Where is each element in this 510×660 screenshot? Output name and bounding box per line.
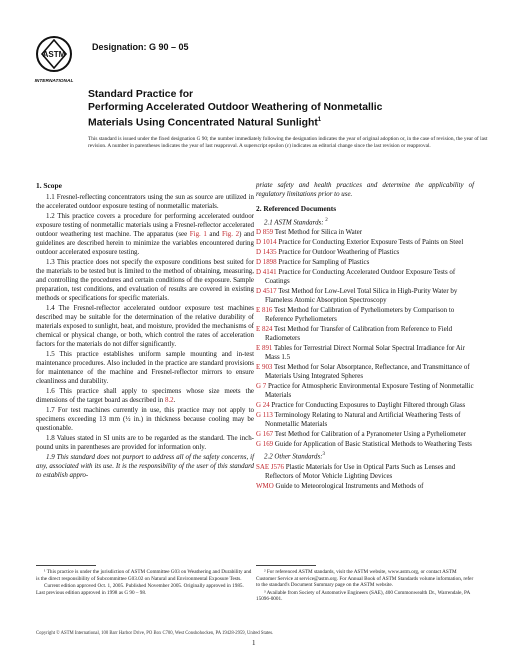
footnote-1-history: Current edition approved Oct. 1, 2005. Published November 2005. Originally approved in 1985. Last previous edition approved in 1998 as G 90 – 98. <box>36 583 244 596</box>
reference-title: Guide to Meteorological Instruments and Methods of <box>275 481 424 490</box>
reference-code-link[interactable]: E 891 <box>256 344 273 353</box>
footnotes-left <box>36 569 254 597</box>
fig-2-link[interactable]: Fig. 2 <box>222 230 240 238</box>
reference-code-link[interactable]: G 113 <box>256 411 273 420</box>
reference-title: Tables for Terrestrial Direct Normal Solar Spectral Irradiance for Air Mass 1.5 <box>265 344 465 362</box>
astm-standards-label: 2.1 ASTM Standards: $^2$ <box>264 218 328 227</box>
reference-code-link[interactable]: D 1435 <box>256 248 277 257</box>
reference-title: Practice for Conducting Accelerated Outdoor Exposure Tests of Coatings <box>265 268 456 286</box>
footnote-rule-left <box>36 565 96 566</box>
other-standards-label: 2.2 Other Standards:$^3$ <box>264 452 326 461</box>
reference-title: Test Method for Calibration of Pyrheliometers by Comparison to Reference Pyrheliometers <box>265 306 455 324</box>
reference-code-link[interactable]: G 7 <box>256 382 267 391</box>
reference-code-link[interactable]: SAE J576 <box>256 462 284 471</box>
issued-note: This standard is issued under the fixed designation G 90; the number immediately following the designation indicates the year of original adoption or, in the case of revision, the year of last revision. A number in parentheses indicates the year of last reapproval. A superscript epsilon (ε) indicates an editorial change since the last revision or reapproval. <box>88 136 488 150</box>
other-reference-list <box>256 463 474 491</box>
reference-item <box>256 325 474 343</box>
title-block <box>88 89 488 130</box>
title-line-2: Performing Accelerated Outdoor Weathering of Nonmetallic <box>88 101 383 113</box>
para-1-2: 1.2 This practice covers a procedure for performing accelerated outdoor exposure testing of nonmetallic materials using a Fresnel-reflector accelerated outdoor weathering test machine. The apparatus (see Fig. 1 and Fig. 2) and guidelines are described herein to minimize the variables encountered during outdoor accelerated exposure testing. <box>36 212 254 256</box>
para-1-6: 1.6 This practice shall apply to specimens whose size meets the dimensions of the target board as described in 8.2. <box>36 387 254 404</box>
footnotes-right <box>256 569 474 604</box>
para-1-9: 1.9 This standard does not purport to address all of the safety concerns, if any, associated with its use. It is the responsibility of the user of this standard to establish appro- <box>36 453 254 479</box>
reference-code-link[interactable]: G 169 <box>256 440 274 449</box>
footnote-1: ¹ This practice is under the jurisdiction of ASTM Committee G03 on Weathering and Durability and is the direct responsibility of Subcommittee G03.02 on Natural and Environmental Exposure Tests. <box>36 569 252 582</box>
para-1-3: 1.3 This practice does not specify the exposure conditions best suited for the materials to be tested but is limited to the method of obtaining, measuring, and controlling the procedures and certain conditions of the exposure. Sample preparation, test conditions, and evaluation of results are covered in existing methods or specifications for specific materials. <box>36 258 254 302</box>
svg-text:INTERNATIONAL: INTERNATIONAL <box>34 79 74 84</box>
reference-item <box>256 382 474 400</box>
reference-title: Test Method for Low-Level Total Silica in High-Purity Water by Flameless Atomic Absorption Spectroscopy <box>265 287 458 305</box>
reference-item <box>256 238 474 247</box>
reference-item <box>256 306 474 324</box>
para-1-9-continued: priate safety and health practices and determine the applicability of regulatory limitations prior to use. <box>256 181 474 198</box>
para-1-1: 1.1 Fresnel-reflecting concentrators using the sun as source are utilized in the accelerated outdoor exposure testing of nonmetallic materials. <box>36 193 254 210</box>
page-number: 1 <box>252 639 256 647</box>
section-1-heading: 1. Scope <box>36 181 62 190</box>
reference-code-link[interactable]: E 903 <box>256 363 273 372</box>
reference-item <box>256 463 474 481</box>
reference-code-link[interactable]: E 816 <box>256 306 273 315</box>
reference-code-link[interactable]: D 1898 <box>256 258 277 267</box>
para-1-5: 1.5 This practice establishes uniform sample mounting and in-test maintenance procedures. Also included in the practice are standard provisions for maintenance of the machine and Fresnel-reflector mirrors to ensure cleanliness and durability. <box>36 350 254 385</box>
title-line-3: Materials Using Concentrated Natural Sunlight$^1$ <box>88 117 322 129</box>
reference-code-link[interactable]: G 167 <box>256 430 274 439</box>
reference-item <box>256 248 474 257</box>
reference-code-link[interactable]: G 24 <box>256 401 270 410</box>
section-8-2-link[interactable]: 8.2 <box>164 396 174 404</box>
reference-title: Test Method for Transfer of Calibration from Reference to Field Radiometers <box>265 325 453 343</box>
reference-item <box>256 228 474 237</box>
copyright: Copyright © ASTM International, 100 Barr Harbor Drive, PO Box C700, West Conshohocken, PA 19428-2959, United States. <box>36 631 274 636</box>
reference-item <box>256 268 474 286</box>
reference-item <box>256 482 474 491</box>
reference-title: Plastic Materials for Use in Optical Parts Such as Lenses and Reflectors of Motor Vehicle Lighting Devices <box>265 462 456 480</box>
reference-title: Practice for Conducting Exterior Exposure Tests of Paints on Steel <box>278 238 464 247</box>
reference-item <box>256 287 474 305</box>
reference-item <box>256 258 474 267</box>
reference-code-link[interactable]: D 1014 <box>256 238 277 247</box>
reference-item <box>256 430 474 439</box>
reference-title: Test Method for Solar Absorptance, Reflectance, and Transmittance of Materials Using Integrated Spheres <box>265 363 470 381</box>
reference-code-link[interactable]: D 4517 <box>256 287 277 296</box>
reference-item <box>256 363 474 381</box>
title-line-1: Standard Practice for <box>88 89 194 100</box>
reference-title: Practice for Atmospheric Environmental Exposure Testing of Nonmetallic Materials <box>265 382 474 400</box>
reference-title: Test Method for Silica in Water <box>274 228 363 237</box>
reference-title: Test Method for Calibration of a Pyranometer Using a Pyrheliometer <box>274 430 466 439</box>
reference-title: Practice for Outdoor Weathering of Plastics <box>278 248 400 257</box>
reference-item <box>256 440 474 449</box>
reference-item <box>256 344 474 362</box>
reference-title: Terminology Relating to Natural and Artificial Weathering Tests of Nonmetallic Materials <box>265 411 461 429</box>
para-1-4: 1.4 The Fresnel-reflector accelerated outdoor exposure test machines described may be suitable for the determination of the relative durability of materials exposed to sunlight, heat, and moisture, provided the mechanisms of chemical or physical change, or both, which control the rates of acceleration factors for the materials do not differ significantly. <box>36 304 254 348</box>
reference-item <box>256 411 474 429</box>
left-column <box>36 181 254 481</box>
reference-code-link[interactable]: E 824 <box>256 325 273 334</box>
reference-title: Guide for Application of Basic Statistical Methods to Weathering Tests <box>274 440 472 449</box>
para-1-8: 1.8 Values stated in SI units are to be regarded as the standard. The inch-pound units in parentheses are provided for information only. <box>36 434 254 451</box>
reference-code-link[interactable]: D 859 <box>256 228 274 237</box>
reference-item <box>256 401 474 410</box>
reference-code-link[interactable]: D 4141 <box>256 268 277 277</box>
fig-1-link[interactable]: Fig. 1 <box>189 230 207 238</box>
right-column <box>256 181 474 492</box>
section-2-heading: 2. Referenced Documents <box>256 204 337 213</box>
para-1-7: 1.7 For test machines currently in use, this practice may not apply to specimens exceeding 13 mm (½ in.) in thickness because cooling may be questionable. <box>36 406 254 432</box>
footnote-3: ³ Available from Society of Automotive Engineers (SAE), 400 Commonwealth Dr., Warrendale, PA 15096-0001. <box>256 589 470 603</box>
reference-list <box>256 228 474 449</box>
astm-logo <box>32 34 76 90</box>
svg-text:ASTM: ASTM <box>42 50 66 59</box>
reference-code-link[interactable]: WMO <box>256 481 274 490</box>
reference-title: Practice for Conducting Exposures to Daylight Filtered through Glass <box>271 401 466 410</box>
designation: Designation: G 90 – 05 <box>92 42 189 52</box>
footnote-2: ² For referenced ASTM standards, visit the ASTM website, www.astm.org, or contact ASTM Customer Service at service@astm.org. For Annual Book of ASTM Standards volume information, refer to the standard's Document Summary page on the ASTM website. <box>256 569 474 589</box>
footnote-rule-right <box>256 565 316 566</box>
reference-title: Practice for Sampling of Plastics <box>278 258 370 267</box>
